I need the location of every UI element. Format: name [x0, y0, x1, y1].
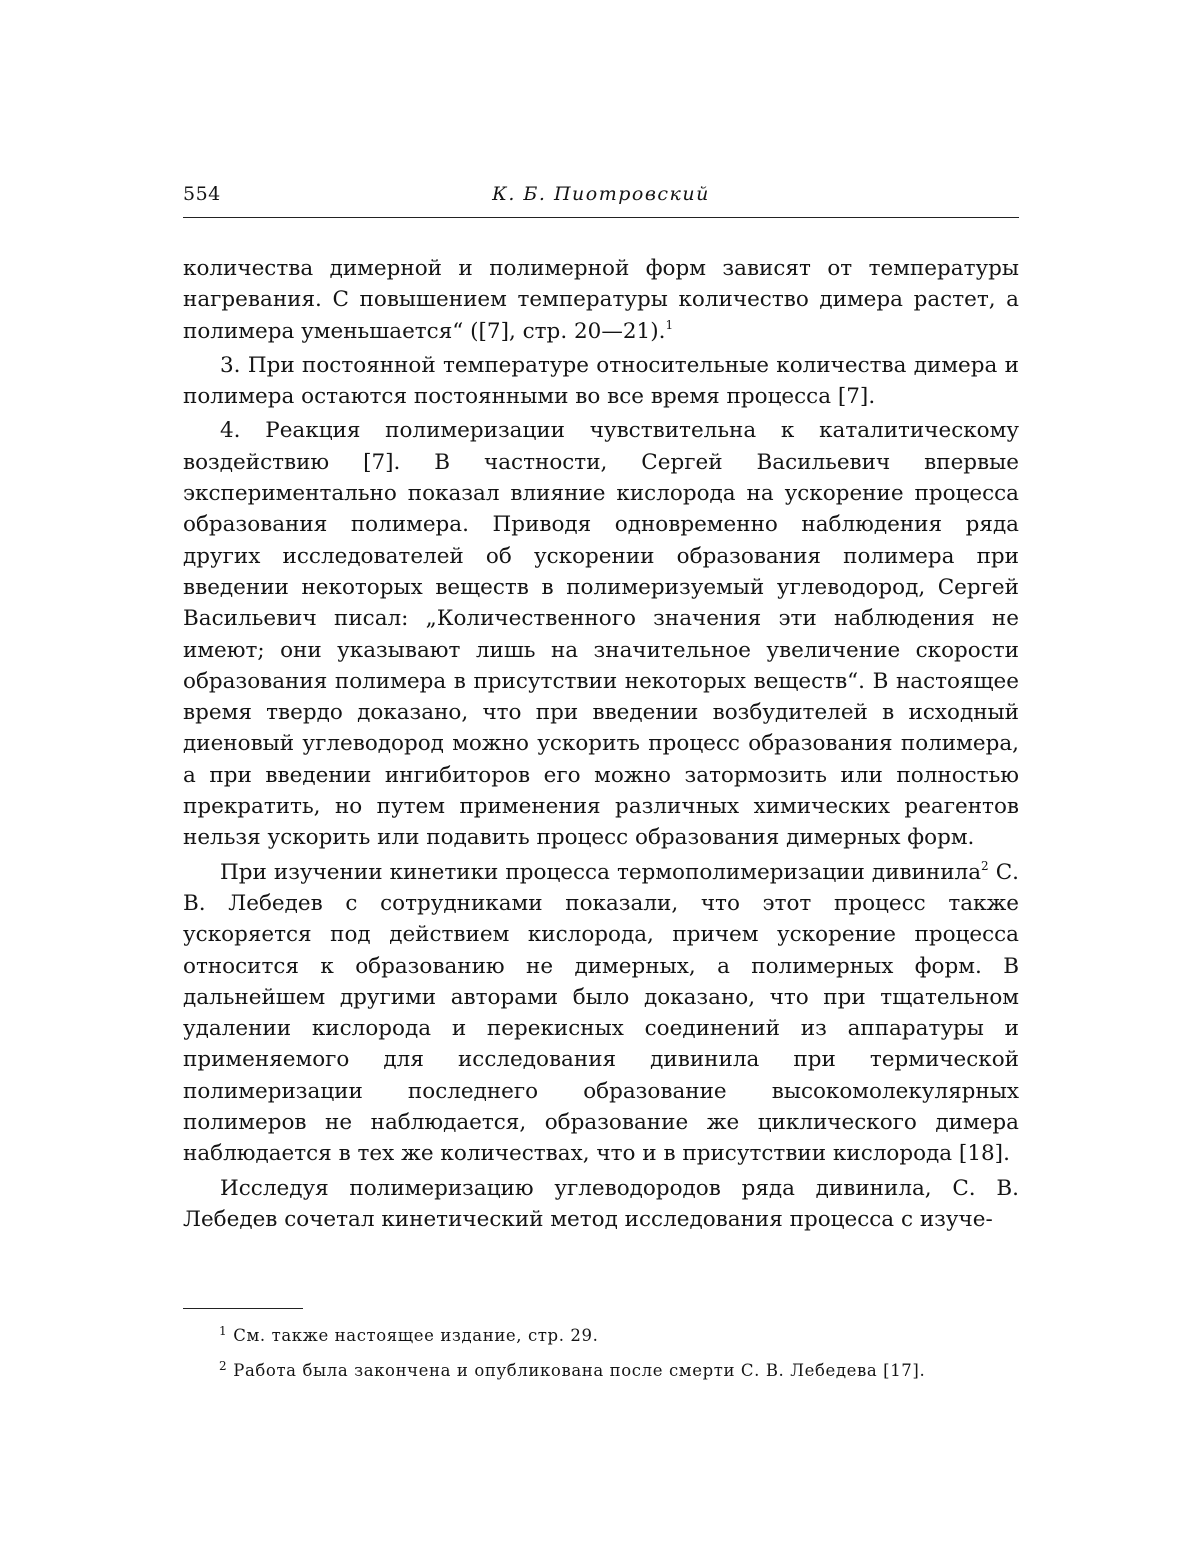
body-text — [183, 253, 1019, 1235]
paragraph-5: Исследуя полимеризацию углеводородов ряда дивинила, С. В. Лебедев сочетал кинетический метод исследования процесса с изуче- — [183, 1175, 1019, 1232]
paragraph-4-text-b: С. В. Лебедев с сотрудниками показали, что этот процесс также ускоряется под действием кислорода, причем ускорение процесса относится к образованию не димерных, а полимерных форм. В дальнейшем другими авторами было доказано, что при тщательном удалении кислорода и перекисных соединений из аппаратуры и применяемого для исследования дивинила при термической полимеризации последнего образование высокомолекулярных полимеров не наблюдается, образование же циклического димера наблюдается в тех же количествах, что и в присутствии кислорода [18]. — [183, 859, 1020, 1167]
footnote-text: Работа была закончена и опубликована после смерти С. В. Лебедева [17]. — [233, 1361, 926, 1380]
paragraph-1-text: количества димерной и полимерной форм зависят от температуры нагревания. С повышением температуры количество димера растет, а полимера уменьшается“ ([7], стр. 20—21). — [183, 256, 1019, 344]
footnote-2 — [183, 1351, 1019, 1386]
page-number: 554 — [183, 183, 221, 205]
footnote-mark: 2 — [219, 1359, 228, 1373]
footnote-rule — [183, 1308, 303, 1309]
paragraph-4-text-a: При изучении кинетики процесса термополимеризации дивинила — [220, 859, 982, 885]
footnote-1 — [183, 1316, 1019, 1351]
footnote-ref-2: 2 — [981, 858, 989, 873]
page-header — [183, 183, 1019, 213]
paragraph-2: 3. При постоянной температуре относительные количества димера и полимера остаются постоянными во все время процесса [7]. — [183, 352, 1019, 410]
footnote-text: См. также настоящее издание, стр. 29. — [233, 1326, 599, 1345]
header-rule — [183, 217, 1019, 218]
footnote-mark: 1 — [219, 1324, 228, 1338]
footnotes — [183, 1316, 1019, 1386]
paragraph-1 — [183, 253, 1019, 347]
paragraph-4 — [183, 857, 1019, 1170]
footnote-ref-1: 1 — [665, 317, 674, 332]
paragraph-3: 4. Реакция полимеризации чувствительна к каталитическому воздействию [7]. В частности, Сергей Васильевич впервые экспериментально показал влияние кислорода на ускорение процесса образования полимера. Приводя одновременно наблюдения ряда других исследователей об ускорении образования полимера при введении некоторых веществ в полимеризуемый углеводород, Сергей Васильевич писал: „Количественного значения эти наблюдения не имеют; они указывают лишь на значительное увеличение скорости образования полимера в присутствии некоторых веществ“. В настоящее время твердо доказано, что при введении возбудителей в исходный диеновый углеводород можно ускорить процесс образования полимера, а при введении ингибиторов его можно затормозить или полностью прекратить, но путем применения различных химических реагентов нельзя ускорить или подавить процесс образования димерных форм. — [183, 418, 1019, 851]
running-head: К. Б. Пиотровский — [492, 183, 710, 205]
